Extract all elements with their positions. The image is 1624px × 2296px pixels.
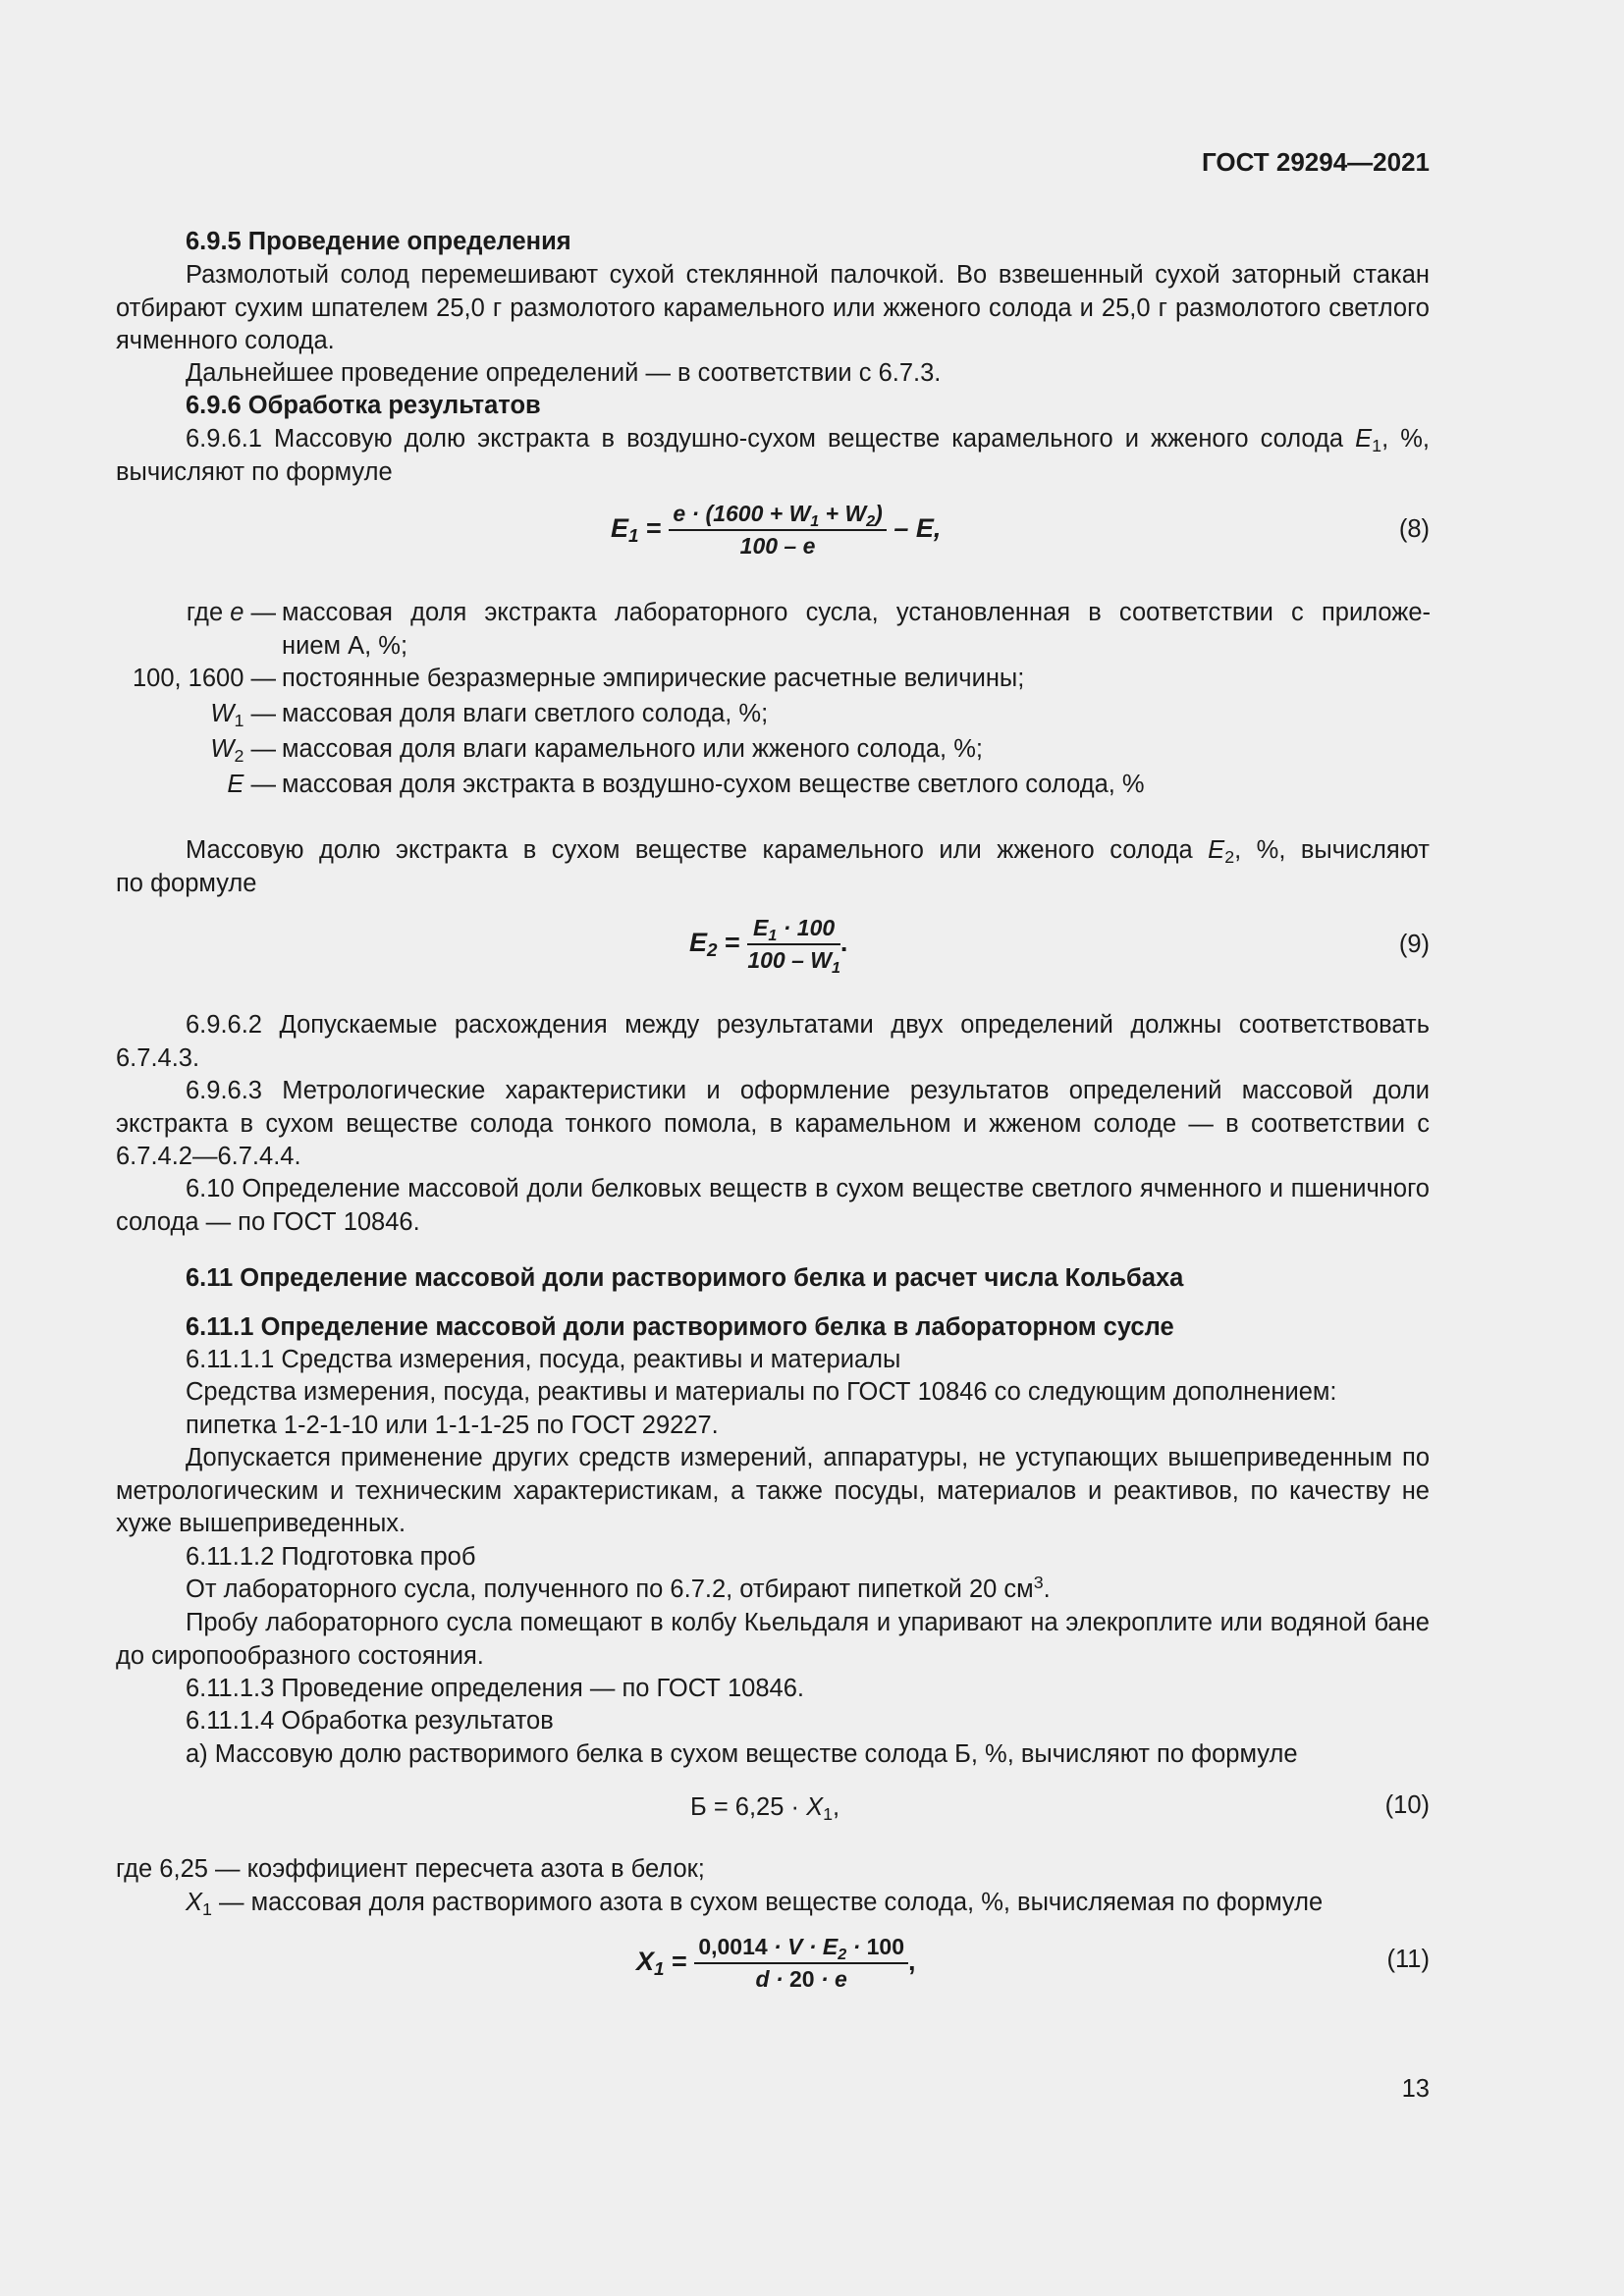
legend-value-constants: постоянные безразмерные эмпирические расчетные величины; (282, 665, 1025, 692)
equation-11-fraction: $\frac{0,0014 \cdot V \cdot E_2 \cdot 100}{d \cdot 20 \cdot e}$ (694, 1934, 908, 1993)
legend-key-e: где e — (186, 599, 276, 626)
standard-header: ГОСТ 29294—2021 (1202, 147, 1430, 177)
section-6-9-6-title: 6.9.6 Обработка результатов (186, 392, 541, 419)
paragraph-6-11-1-2: 6.11.1.2 Подготовка проб (186, 1543, 476, 1571)
legend-key-E: E — (227, 771, 276, 798)
paragraph-6-10: 6.10 Определение массовой доли белковых веществ в сухом веществе светлого ячменного и пшеничного солода — по ГОСТ 10846. (116, 1175, 1430, 1236)
paragraph-pipette: пипетка 1-2-1-10 или 1-1-1-25 по ГОСТ 29227. (186, 1412, 719, 1439)
legend-value-w2: массовая доля влаги карамельного или жженого солода, %; (282, 735, 983, 763)
equation-10: $Б = 6,25 \cdot X_1$, (690, 1793, 840, 1824)
paragraph-6-11-1-1: 6.11.1.1 Средства измерения, посуда, реактивы и материалы (186, 1346, 901, 1373)
section-6-9-5-paragraph-2: Дальнейшее проведение определений — в соответствии с 6.7.3. (186, 359, 942, 387)
equation-9-number: (9) (1398, 931, 1430, 958)
legend-value-E: массовая доля экстракта в воздушно-сухом веществе светлого солода, % (282, 771, 1145, 798)
legend-value-w1: массовая доля влаги светлого солода, %; (282, 700, 769, 727)
legend-key-w2: $W_2$ — (210, 735, 276, 766)
equation-10-number: (10) (1384, 1791, 1430, 1819)
paragraph-item-a: а) Массовую долю растворимого белка в сухом веществе солода Б, %, вычисляют по формуле (186, 1740, 1298, 1768)
page-number: 13 (1401, 2075, 1430, 2103)
section-6-11-title: 6.11 Определение массовой доли растворимого белка и расчет числа Кольбаха (186, 1264, 1184, 1292)
paragraph-6-9-6-2: 6.9.6.2 Допускаемые расхождения между результатами двух определений должны соответствовать 6.7.4.3. (116, 1011, 1430, 1072)
equation-8-number: (8) (1398, 515, 1430, 543)
section-6-9-6-1-paragraph: 6.9.6.1 Массовую долю экстракта в воздушно-сухом веществе карамельного и жженого солода $E_1$, %, вычисляют по формуле (116, 425, 1430, 486)
paragraph-e2-intro-cont: по формуле (116, 870, 257, 897)
equation-8: $E_1$ = $\frac{e \cdot (1600 + W_1 + W_2)}{100 - e}$ – E, (611, 501, 942, 559)
legend-10-row-1: где 6,25 — коэффициент пересчета азота в белок; (116, 1855, 705, 1883)
legend-10-row-2: $X_1$ — массовая доля растворимого азота в сухом веществе солода, %, вычисляемая по формуле (186, 1889, 1324, 1919)
equation-11-number: (11) (1386, 1946, 1430, 1973)
legend-key-constants: 100, 1600 — (132, 665, 276, 692)
paragraph-e2-intro: Массовую долю экстракта в сухом веществе карамельного или жженого солода $E_2$, %, вычисляют (186, 836, 1430, 867)
paragraph-6-9-6-3: 6.9.6.3 Метрологические характеристики и оформление результатов определений массовой доли экстракта в сухом веществе солода тонкого помола, в карамельном и жженом солоде — в соответствии с 6.7.4.2—6.7.4.4. (116, 1077, 1430, 1170)
paragraph-alternatives: Допускается применение других средств измерений, аппаратуры, не уступающих вышеприведенным по метрологическим и техническим характеристикам, а также посуды, материалов и реактивов, по качеству не хуже вышеприведенных. (116, 1444, 1430, 1537)
equation-9-fraction: $\frac{E_1 \cdot 100}{100 - W_1}$ (747, 915, 840, 977)
equation-8-legend (0, 597, 1624, 803)
equation-9: $E_2$ = $\frac{E_1 \cdot 100}{100 - W_1}$ . (689, 915, 848, 977)
legend-value-e-cont: нием А, %; (282, 631, 408, 660)
paragraph-kjeldahl: Пробу лабораторного сусла помещают в колбу Кьельдаля и упаривают на элекроплите или водяной бане до сиропообразного состояния. (116, 1609, 1430, 1670)
legend-value-e: массовая доля экстракта лабораторного сусла, установленная в соответствии с приложе- (282, 599, 1431, 626)
paragraph-6-11-1-3: 6.11.1.3 Проведение определения — по ГОСТ 10846. (186, 1675, 804, 1702)
section-6-9-5-title: 6.9.5 Проведение определения (186, 228, 571, 255)
equation-11: $X_1$ = $\frac{0,0014 \cdot V \cdot E_2 \cdot 100}{d \cdot 20 \cdot e}$ , (636, 1934, 916, 1992)
section-6-9-5-paragraph-1: Размолотый солод перемешивают сухой стеклянной палочкой. Во взвешенный сухой заторный стакан отбирают сухим шпателем 25,0 г размолотого карамельного или жженого солода и 25,0 г размолотого светлого ячменного солода. (116, 261, 1430, 354)
equation-8-fraction: $\frac{e \cdot (1600 + W_1 + W_2)}{100 - e}$ (669, 501, 886, 560)
paragraph-6-11-1-4: 6.11.1.4 Обработка результатов (186, 1707, 554, 1735)
paragraph-sampling: От лабораторного сусла, полученного по 6.7.2, отбирают пипеткой 20 $см^3$. (186, 1573, 1051, 1603)
section-6-11-1-title: 6.11.1 Определение массовой доли растворимого белка в лабораторном сусле (186, 1313, 1174, 1341)
paragraph-tools: Средства измерения, посуда, реактивы и материалы по ГОСТ 10846 со следующим дополнением: (186, 1378, 1337, 1406)
legend-key-w1: $W_1$ — (210, 700, 276, 730)
